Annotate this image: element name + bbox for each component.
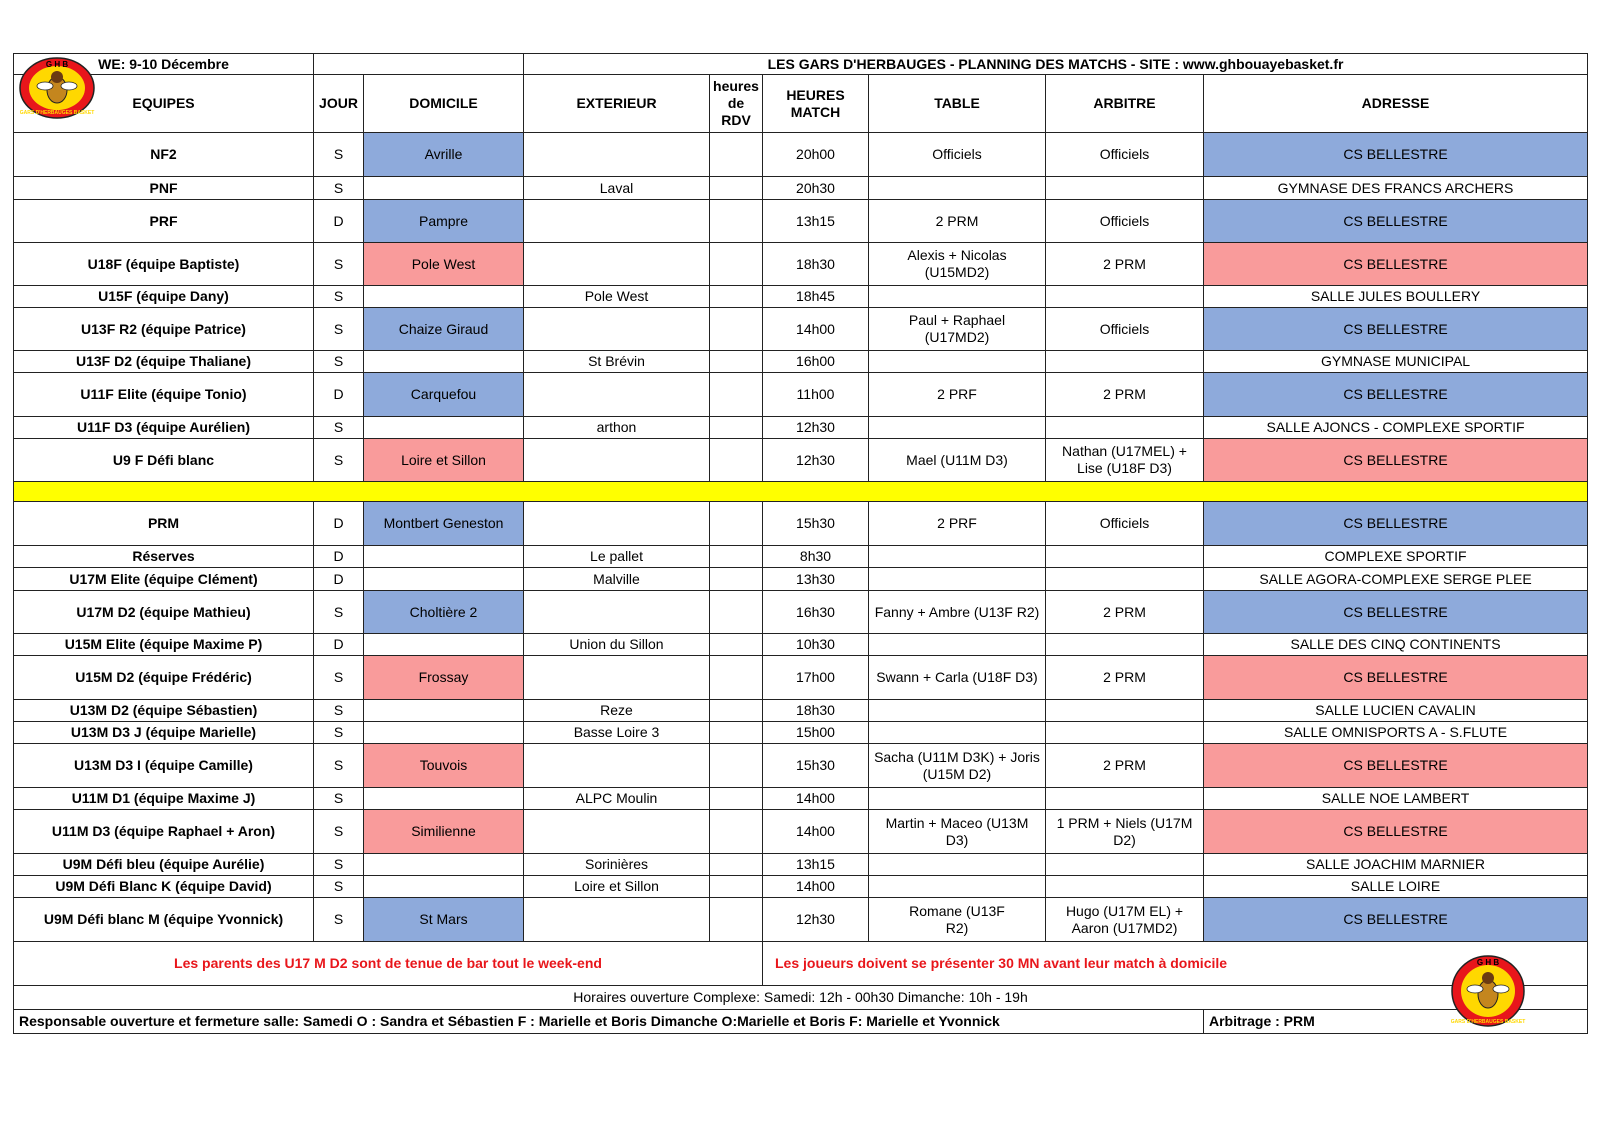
heure-cell: 15h00 xyxy=(763,722,869,744)
rdv-cell xyxy=(710,700,763,722)
jour-cell: S xyxy=(314,722,364,744)
col-rdv: heures de RDV xyxy=(710,75,763,133)
table-row xyxy=(14,502,1588,546)
table-row xyxy=(14,744,1588,788)
exterieur-cell: Reze xyxy=(524,700,710,722)
exterieur-cell xyxy=(524,373,710,417)
team-cell: U9M Défi Blanc K (équipe David) xyxy=(14,876,314,898)
table-row xyxy=(14,177,1588,200)
domicile-cell: Chaize Giraud xyxy=(364,308,524,351)
domicile-cell: Montbert Geneston xyxy=(364,502,524,546)
col-domicile: DOMICILE xyxy=(364,75,524,133)
adresse-cell: GYMNASE MUNICIPAL xyxy=(1204,351,1588,373)
table-row xyxy=(14,700,1588,722)
arbitre-cell xyxy=(1046,351,1204,373)
jour-cell: D xyxy=(314,373,364,417)
col-arbitre: ARBITRE xyxy=(1046,75,1204,133)
jour-cell: S xyxy=(314,854,364,876)
adresse-cell: GYMNASE DES FRANCS ARCHERS xyxy=(1204,177,1588,200)
arbitre-cell xyxy=(1046,417,1204,439)
adresse-cell: CS BELLESTRE xyxy=(1204,502,1588,546)
domicile-cell xyxy=(364,634,524,656)
arbitre-cell xyxy=(1046,700,1204,722)
rdv-cell xyxy=(710,656,763,700)
domicile-cell xyxy=(364,568,524,591)
adresse-cell: CS BELLESTRE xyxy=(1204,308,1588,351)
domicile-cell xyxy=(364,546,524,568)
team-cell: U11F D3 (équipe Aurélien) xyxy=(14,417,314,439)
arbitre-cell: 2 PRM xyxy=(1046,373,1204,417)
table-cell: 2 PRF xyxy=(869,373,1046,417)
jour-cell: S xyxy=(314,591,364,634)
table-row xyxy=(14,876,1588,898)
jour-cell: S xyxy=(314,177,364,200)
team-cell: U11M D1 (équipe Maxime J) xyxy=(14,788,314,810)
table-row xyxy=(14,439,1588,482)
adresse-cell: COMPLEXE SPORTIF xyxy=(1204,546,1588,568)
rdv-cell xyxy=(710,502,763,546)
arbitre-cell: Nathan (U17MEL) + Lise (U18F D3) xyxy=(1046,439,1204,482)
table-cell xyxy=(869,634,1046,656)
adresse-cell: CS BELLESTRE xyxy=(1204,898,1588,942)
team-cell: U18F (équipe Baptiste) xyxy=(14,243,314,286)
domicile-cell xyxy=(364,351,524,373)
team-cell: U9M Défi blanc M (équipe Yvonnick) xyxy=(14,898,314,942)
jour-cell: S xyxy=(314,700,364,722)
arbitre-cell: Officiels xyxy=(1046,200,1204,243)
col-table: TABLE xyxy=(869,75,1046,133)
table-cell: Fanny + Ambre (U13F R2) xyxy=(869,591,1046,634)
team-cell: U13M D3 J (équipe Marielle) xyxy=(14,722,314,744)
horaires-row xyxy=(14,986,1588,1010)
rdv-cell xyxy=(710,200,763,243)
domicile-cell: Touvois xyxy=(364,744,524,788)
arbitre-cell xyxy=(1046,788,1204,810)
domicile-cell: St Mars xyxy=(364,898,524,942)
exterieur-cell: Malville xyxy=(524,568,710,591)
planning-sheet xyxy=(13,53,1587,1034)
table-row xyxy=(14,351,1588,373)
rdv-cell xyxy=(710,854,763,876)
heure-cell: 15h30 xyxy=(763,502,869,546)
arbitre-cell: 2 PRM xyxy=(1046,243,1204,286)
table-row xyxy=(14,810,1588,854)
table-row xyxy=(14,373,1588,417)
team-cell: U13M D3 I (équipe Camille) xyxy=(14,744,314,788)
weekend-text: WE: 9-10 Décembre xyxy=(98,55,229,72)
team-cell: U13M D2 (équipe Sébastien) xyxy=(14,700,314,722)
jour-cell: S xyxy=(314,898,364,942)
adresse-cell: SALLE JULES BOULLERY xyxy=(1204,286,1588,308)
table-cell: Alexis + Nicolas (U15MD2) xyxy=(869,243,1046,286)
domicile-cell xyxy=(364,286,524,308)
table-cell: Sacha (U11M D3K) + Joris (U15M D2) xyxy=(869,744,1046,788)
heure-cell: 12h30 xyxy=(763,898,869,942)
domicile-cell xyxy=(364,788,524,810)
rdv-cell xyxy=(710,286,763,308)
horaires-text: Horaires ouverture Complexe: Samedi: 12h - 00h30 Dimanche: 10h - 19h xyxy=(14,986,1588,1010)
col-equipes: EQUIPES xyxy=(14,75,314,133)
rdv-cell xyxy=(710,568,763,591)
domicile-cell: Frossay xyxy=(364,656,524,700)
rdv-cell xyxy=(710,308,763,351)
team-cell: U15M D2 (équipe Frédéric) xyxy=(14,656,314,700)
table-cell: 2 PRF xyxy=(869,502,1046,546)
jour-cell: D xyxy=(314,502,364,546)
domicile-cell: Carquefou xyxy=(364,373,524,417)
adresse-cell: CS BELLESTRE xyxy=(1204,810,1588,854)
jour-cell: S xyxy=(314,788,364,810)
svg-text:G H B: G H B xyxy=(45,60,69,69)
rdv-cell xyxy=(710,177,763,200)
jour-cell: S xyxy=(314,133,364,177)
arbitre-cell xyxy=(1046,722,1204,744)
heure-cell: 8h30 xyxy=(763,546,869,568)
exterieur-cell xyxy=(524,200,710,243)
arbitre-cell xyxy=(1046,876,1204,898)
adresse-cell: SALLE OMNISPORTS A - S.FLUTE xyxy=(1204,722,1588,744)
rdv-cell xyxy=(710,788,763,810)
table-cell xyxy=(869,417,1046,439)
arbitre-cell: Officiels xyxy=(1046,308,1204,351)
team-cell: Réserves xyxy=(14,546,314,568)
arbitre-cell: 2 PRM xyxy=(1046,744,1204,788)
table-row xyxy=(14,417,1588,439)
table-row xyxy=(14,243,1588,286)
arbitre-cell xyxy=(1046,177,1204,200)
arbitre-cell xyxy=(1046,854,1204,876)
exterieur-cell xyxy=(524,133,710,177)
arbitre-cell: 2 PRM xyxy=(1046,656,1204,700)
team-cell: U13F R2 (équipe Patrice) xyxy=(14,308,314,351)
page-title: LES GARS D'HERBAUGES - PLANNING DES MATCHS - SITE : www.ghbouayebasket.fr xyxy=(524,54,1588,75)
jour-cell: D xyxy=(314,546,364,568)
team-cell: NF2 xyxy=(14,133,314,177)
table-cell xyxy=(869,788,1046,810)
jour-cell: S xyxy=(314,351,364,373)
rdv-cell xyxy=(710,133,763,177)
table-row xyxy=(14,308,1588,351)
domicile-cell: Choltière 2 xyxy=(364,591,524,634)
exterieur-cell xyxy=(524,439,710,482)
team-cell: PNF xyxy=(14,177,314,200)
jour-cell: S xyxy=(314,308,364,351)
separator-row xyxy=(14,482,1588,502)
exterieur-cell xyxy=(524,656,710,700)
domicile-cell xyxy=(364,722,524,744)
table-row xyxy=(14,591,1588,634)
table-cell xyxy=(869,854,1046,876)
heure-cell: 14h00 xyxy=(763,788,869,810)
rdv-cell xyxy=(710,722,763,744)
arbitre-cell: 1 PRM + Niels (U17M D2) xyxy=(1046,810,1204,854)
table-cell xyxy=(869,722,1046,744)
adresse-cell: SALLE DES CINQ CONTINENTS xyxy=(1204,634,1588,656)
table-row xyxy=(14,133,1588,177)
rdv-cell xyxy=(710,439,763,482)
table-cell xyxy=(869,286,1046,308)
table-cell: Paul + Raphael (U17MD2) xyxy=(869,308,1046,351)
heure-cell: 14h00 xyxy=(763,876,869,898)
team-cell: U9M Défi bleu (équipe Aurélie) xyxy=(14,854,314,876)
heure-cell: 18h30 xyxy=(763,243,869,286)
arbitre-cell: Officiels xyxy=(1046,502,1204,546)
jour-cell: S xyxy=(314,810,364,854)
domicile-cell: Pampre xyxy=(364,200,524,243)
table-cell xyxy=(869,700,1046,722)
adresse-cell: SALLE JOACHIM MARNIER xyxy=(1204,854,1588,876)
adresse-cell: CS BELLESTRE xyxy=(1204,591,1588,634)
team-cell: U11M D3 (équipe Raphael + Aron) xyxy=(14,810,314,854)
exterieur-cell xyxy=(524,591,710,634)
domicile-cell xyxy=(364,700,524,722)
exterieur-cell xyxy=(524,243,710,286)
adresse-cell: CS BELLESTRE xyxy=(1204,656,1588,700)
table-cell: Officiels xyxy=(869,133,1046,177)
table-cell xyxy=(869,568,1046,591)
arbitre-cell: Hugo (U17M EL) + Aaron (U17MD2) xyxy=(1046,898,1204,942)
jour-cell: S xyxy=(314,417,364,439)
club-logo-footer xyxy=(1449,953,1527,1029)
col-heures: HEURES MATCH xyxy=(763,75,869,133)
arbitre-cell xyxy=(1046,634,1204,656)
rdv-cell xyxy=(710,243,763,286)
feminine-rows xyxy=(14,133,1588,482)
rdv-cell xyxy=(710,634,763,656)
table-row xyxy=(14,568,1588,591)
rdv-cell xyxy=(710,810,763,854)
exterieur-cell xyxy=(524,502,710,546)
jour-cell: S xyxy=(314,439,364,482)
parents-note: Les parents des U17 M D2 sont de tenue de bar tout le week-end xyxy=(14,942,763,986)
table-cell: Swann + Carla (U18F D3) xyxy=(869,656,1046,700)
heure-cell: 16h30 xyxy=(763,591,869,634)
heure-cell: 10h30 xyxy=(763,634,869,656)
exterieur-cell xyxy=(524,898,710,942)
heure-cell: 16h00 xyxy=(763,351,869,373)
arbitre-cell xyxy=(1046,286,1204,308)
team-cell: U15F (équipe Dany) xyxy=(14,286,314,308)
exterieur-cell: Loire et Sillon xyxy=(524,876,710,898)
rdv-cell xyxy=(710,546,763,568)
jour-cell: S xyxy=(314,286,364,308)
arbitre-cell xyxy=(1046,546,1204,568)
exterieur-cell: Pole West xyxy=(524,286,710,308)
adresse-cell: SALLE AJONCS - COMPLEXE SPORTIF xyxy=(1204,417,1588,439)
arbitre-cell xyxy=(1046,568,1204,591)
domicile-cell xyxy=(364,854,524,876)
exterieur-cell xyxy=(524,810,710,854)
domicile-cell: Loire et Sillon xyxy=(364,439,524,482)
table-cell xyxy=(869,351,1046,373)
heure-cell: 18h45 xyxy=(763,286,869,308)
domicile-cell: Similienne xyxy=(364,810,524,854)
table-row xyxy=(14,722,1588,744)
table-cell: Martin + Maceo (U13M D3) xyxy=(869,810,1046,854)
jour-cell: D xyxy=(314,568,364,591)
jour-cell: S xyxy=(314,876,364,898)
domicile-cell xyxy=(364,417,524,439)
jour-cell: S xyxy=(314,243,364,286)
table-cell xyxy=(869,876,1046,898)
table-row xyxy=(14,898,1588,942)
team-cell: PRF xyxy=(14,200,314,243)
arbitre-cell: 2 PRM xyxy=(1046,591,1204,634)
adresse-cell: CS BELLESTRE xyxy=(1204,133,1588,177)
domicile-cell xyxy=(364,177,524,200)
exterieur-cell xyxy=(524,308,710,351)
adresse-cell: SALLE LOIRE xyxy=(1204,876,1588,898)
exterieur-cell: Basse Loire 3 xyxy=(524,722,710,744)
heure-cell: 12h30 xyxy=(763,439,869,482)
table-cell: Mael (U11M D3) xyxy=(869,439,1046,482)
col-exterieur: EXTERIEUR xyxy=(524,75,710,133)
jour-cell: D xyxy=(314,200,364,243)
adresse-cell: CS BELLESTRE xyxy=(1204,200,1588,243)
heure-cell: 20h00 xyxy=(763,133,869,177)
heure-cell: 12h30 xyxy=(763,417,869,439)
heure-cell: 14h00 xyxy=(763,308,869,351)
jour-cell: D xyxy=(314,634,364,656)
header-row-top xyxy=(14,54,1588,75)
team-cell: U13F D2 (équipe Thaliane) xyxy=(14,351,314,373)
col-jour: JOUR xyxy=(314,75,364,133)
rdv-cell xyxy=(710,744,763,788)
rdv-cell xyxy=(710,591,763,634)
rdv-cell xyxy=(710,898,763,942)
svg-text:G H B: G H B xyxy=(1476,958,1500,967)
rdv-cell xyxy=(710,876,763,898)
responsable-row xyxy=(14,1010,1588,1034)
exterieur-cell: Union du Sillon xyxy=(524,634,710,656)
heure-cell: 11h00 xyxy=(763,373,869,417)
domicile-cell: Avrille xyxy=(364,133,524,177)
rdv-cell xyxy=(710,351,763,373)
table-row xyxy=(14,634,1588,656)
heure-cell: 20h30 xyxy=(763,177,869,200)
adresse-cell: CS BELLESTRE xyxy=(1204,373,1588,417)
table-cell xyxy=(869,177,1046,200)
table-cell xyxy=(869,546,1046,568)
exterieur-cell: Sorinières xyxy=(524,854,710,876)
team-cell: U17M D2 (équipe Mathieu) xyxy=(14,591,314,634)
adresse-cell: CS BELLESTRE xyxy=(1204,243,1588,286)
exterieur-cell: St Brévin xyxy=(524,351,710,373)
adresse-cell: CS BELLESTRE xyxy=(1204,744,1588,788)
heure-cell: 14h00 xyxy=(763,810,869,854)
table-cell: 2 PRM xyxy=(869,200,1046,243)
adresse-cell: SALLE AGORA-COMPLEXE SERGE PLEE xyxy=(1204,568,1588,591)
club-logo xyxy=(18,56,96,120)
table-cell: Romane (U13F R2) xyxy=(869,898,1046,942)
table-row xyxy=(14,788,1588,810)
col-adresse: ADRESSE xyxy=(1204,75,1588,133)
table-row xyxy=(14,854,1588,876)
adresse-cell: SALLE LUCIEN CAVALIN xyxy=(1204,700,1588,722)
heure-cell: 13h15 xyxy=(763,854,869,876)
table-row xyxy=(14,546,1588,568)
team-cell: PRM xyxy=(14,502,314,546)
notes-row xyxy=(14,942,1588,986)
players-note: Les joueurs doivent se présenter 30 MN avant leur match à domicile xyxy=(763,942,1588,986)
exterieur-cell: arthon xyxy=(524,417,710,439)
exterieur-cell xyxy=(524,744,710,788)
masculine-rows xyxy=(14,502,1588,942)
heure-cell: 15h30 xyxy=(763,744,869,788)
svg-text:GARS D'HERBAUGES BASKET: GARS D'HERBAUGES BASKET xyxy=(19,110,95,116)
heure-cell: 13h15 xyxy=(763,200,869,243)
svg-text:GARS D'HERBAUGES BASKET: GARS D'HERBAUGES BASKET xyxy=(1450,1019,1526,1025)
exterieur-cell: Le pallet xyxy=(524,546,710,568)
header-row-columns xyxy=(14,75,1588,133)
table-row xyxy=(14,200,1588,243)
table-row xyxy=(14,286,1588,308)
table-row xyxy=(14,656,1588,700)
arbitre-cell: Officiels xyxy=(1046,133,1204,177)
domicile-cell xyxy=(364,876,524,898)
heure-cell: 17h00 xyxy=(763,656,869,700)
exterieur-cell: ALPC Moulin xyxy=(524,788,710,810)
exterieur-cell: Laval xyxy=(524,177,710,200)
domicile-cell: Pole West xyxy=(364,243,524,286)
schedule-table xyxy=(13,53,1588,1034)
responsable-text: Responsable ouverture et fermeture salle: Samedi O : Sandra et Sébastien F : Marielle et Boris Dimanche O:Marielle et Boris F: Marielle et Yvonnick xyxy=(14,1010,1204,1034)
jour-cell: S xyxy=(314,656,364,700)
team-cell: U11F Elite (équipe Tonio) xyxy=(14,373,314,417)
rdv-cell xyxy=(710,373,763,417)
team-cell: U9 F Défi blanc xyxy=(14,439,314,482)
adresse-cell: CS BELLESTRE xyxy=(1204,439,1588,482)
heure-cell: 18h30 xyxy=(763,700,869,722)
team-cell: U15M Elite (équipe Maxime P) xyxy=(14,634,314,656)
heure-cell: 13h30 xyxy=(763,568,869,591)
arbitrage-text: Arbitrage : PRM xyxy=(1204,1010,1588,1034)
rdv-cell xyxy=(710,417,763,439)
adresse-cell: SALLE NOE LAMBERT xyxy=(1204,788,1588,810)
team-cell: U17M Elite (équipe Clément) xyxy=(14,568,314,591)
jour-cell: S xyxy=(314,744,364,788)
